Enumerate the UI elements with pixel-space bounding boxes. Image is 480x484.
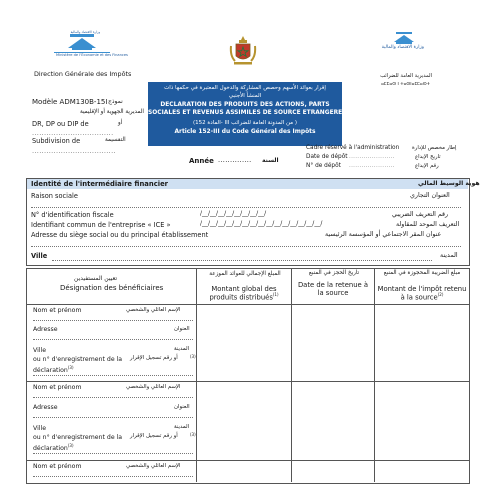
table-col-divider-3 [374, 268, 375, 482]
left-logo-caption: Ministère de l'Économie et des Finances [56, 53, 128, 57]
row2-declaration-label [33, 444, 74, 452]
row2-name-label: Nom et prénom [33, 384, 82, 391]
address-label-arabic: عنوان المقر الاجتماعي أو المؤسسة الرئيسية [325, 231, 442, 238]
banner-title-french-1: DECLARATION DES PRODUITS DES ACTIONS, PARTS [160, 102, 330, 108]
col-tax-header-text: Montant de l'impôt retenu à la source [377, 285, 467, 302]
row2-name-input[interactable] [33, 397, 193, 398]
city-label: Ville [31, 252, 48, 260]
banner-article-french: Article 152-III du Code Général des Impôts [174, 129, 316, 135]
deposit-date-label: Date de dépôt [306, 154, 348, 160]
year-label: Année [189, 157, 214, 165]
left-logo-arabic: وزارة الاقتصاد والمالية [70, 30, 100, 34]
if-label-arabic: رقم التعريف الضريبي [392, 211, 449, 218]
left-org-name: Direction Générale des Impôts [34, 70, 132, 78]
ministry-logo-right [381, 30, 424, 64]
row1-divider [26, 381, 469, 382]
deposit-date-label-arabic: تاريخ الإيداع [415, 154, 441, 160]
row2-declaration-footnote: (3) [67, 443, 74, 448]
subdivision-label-arabic: التقسيمة [105, 137, 126, 143]
right-org-tifinagh: ⴰⵎⵎⴰⵙ ⵏ ⵜⴰⵙⵏⴰⵎⵎⴰⵙⵜ [381, 82, 430, 87]
declaration-title-banner [148, 82, 342, 146]
intermediary-section-title: Identité de l'intermédiaire financier [31, 180, 169, 188]
row2-name-label-arabic: الإسم العائلي والشخصي [126, 384, 181, 390]
royal-emblem-icon [228, 34, 258, 68]
row2-address-input[interactable] [33, 417, 193, 418]
row3-name-label-arabic: الإسم العائلي والشخصي [126, 463, 181, 469]
city-input[interactable] [52, 260, 432, 261]
table-col-divider-1 [196, 268, 197, 482]
row1-registration-footnote: (3) [190, 354, 196, 359]
if-label: N° d'identification fiscale [31, 211, 114, 219]
raison-sociale-input[interactable] [31, 207, 461, 208]
row2-registration-footnote: (3) [190, 432, 196, 437]
row2-divider [26, 460, 469, 461]
row1-registration-input[interactable] [33, 375, 193, 376]
row1-name-input[interactable] [33, 320, 193, 321]
col-amount-header-text: Montant global des produits distribués [209, 285, 277, 302]
deposit-date-dots: ...................... [349, 154, 395, 160]
dr-or-arabic: أو [118, 120, 123, 126]
col-beneficiaries-header: Désignation des bénéficiaires [60, 284, 164, 292]
row1-registration-label-arabic: أو رقم تسجيل الإقرار [130, 355, 178, 361]
raison-sociale-label: Raison sociale [31, 192, 78, 200]
model-label: Modèle ADM130B-15I [32, 98, 108, 106]
col-tax-header-arabic: مبلغ الضريبة المحجوزة في المنبع [383, 270, 461, 276]
deposit-number-label: N° de dépôt [306, 163, 341, 169]
city-label-arabic: المدينة [440, 252, 458, 259]
row1-declaration-footnote: (3) [67, 365, 74, 370]
dr-label: DR, DP ou DIP de [32, 120, 89, 128]
banner-article-arabic: (المادة 152- III من المدونة العامة للضرائب ) [192, 120, 298, 126]
raison-sociale-label-arabic: العنوان التجاري [410, 192, 450, 199]
row1-city-label: Ville [33, 347, 47, 354]
intermediary-section-title-arabic: هوية الوسيط المالي [418, 180, 480, 187]
subdivision-dots: ................................... [32, 147, 116, 155]
row1-registration-label: ou n° d'enregistrement de la [33, 356, 123, 363]
col-date-header: Date de la retenue à la source [297, 281, 369, 298]
col-tax-footnote: (2) [437, 292, 444, 298]
row2-registration-label: ou n° d'enregistrement de la [33, 434, 123, 441]
banner-title-arabic-1: إقرار بعوائد الأسهم وحصص المشاركة والدخول المعتبرة في حكمها ذات [164, 85, 326, 91]
admin-frame-title: Cadre réservé à l'administration [306, 145, 400, 151]
row1-name-label-arabic: الإسم العائلي والشخصي [126, 307, 181, 313]
row2-address-label-arabic: العنوان [174, 404, 190, 410]
if-boxes[interactable]: /__/__/__/__/__/__/__/__/ [200, 210, 267, 217]
banner-title-arabic-2: المنشأ الأجنبي [228, 93, 262, 99]
col-tax-header [377, 285, 467, 302]
col-amount-header-arabic: المبلغ الإجمالي للعوائد الموزعة [209, 271, 281, 277]
table-col-divider-2 [291, 268, 292, 482]
model-label-arabic: نموذج [108, 98, 123, 105]
ice-boxes[interactable]: /__/__/__/__/__/__/__/__/__/__/__/__/__/__/__/ [200, 220, 323, 227]
ice-label: Identifiant commun de l'entreprise « ICE » [31, 221, 171, 229]
row1-address-input[interactable] [33, 339, 193, 340]
row1-address-label: Adresse [33, 326, 58, 333]
row3-name-input[interactable] [33, 476, 193, 477]
row1-name-label: Nom et prénom [33, 307, 82, 314]
table-header-divider [26, 304, 469, 305]
deposit-number-label-arabic: رقم الإيداع [415, 163, 439, 169]
banner-title-french-2: SOCIALES ET REVENUS ASSIMILES DE SOURCE ETRANGERE [148, 110, 343, 116]
row2-address-label: Adresse [33, 404, 58, 411]
dr-label-arabic: المديرية الجهوية أو الإقليمية [80, 109, 144, 115]
row1-city-label-arabic: المدينة [174, 346, 190, 352]
right-logo-arabic: وزارة الاقتصاد والمالية [381, 45, 424, 50]
row1-declaration-label [33, 366, 74, 374]
row2-city-label-arabic: المدينة [174, 424, 190, 430]
dr-dots: .................................. [32, 129, 114, 137]
ice-label-arabic: التعريف الموحد للمقاولة [396, 221, 460, 228]
col-date-header-arabic: تاريخ الحجز في المنبع [308, 270, 360, 276]
row3-name-label: Nom et prénom [33, 463, 82, 470]
row2-city-label: Ville [33, 425, 47, 432]
year-input[interactable]: .............. [218, 156, 252, 164]
admin-frame-title-arabic: إطار مخصص للإدارة [412, 145, 457, 151]
year-label-arabic: السنة [262, 157, 279, 164]
row2-declaration-text: déclaration [33, 445, 68, 453]
right-org-arabic: المديرية العامة للضرائب [380, 73, 432, 79]
row2-registration-input[interactable] [33, 453, 193, 454]
row1-address-label-arabic: العنوان [174, 326, 190, 332]
col-amount-header [199, 285, 289, 302]
col-amount-footnote: (1) [272, 292, 279, 298]
address-label: Adresse du siège social ou du principal établissement [31, 231, 209, 239]
col-beneficiaries-header-arabic: تعيين المستفيدين [74, 275, 118, 282]
address-input[interactable] [31, 246, 461, 247]
row2-registration-label-arabic: أو رقم تسجيل الإقرار [130, 433, 178, 439]
ministry-logo-left [50, 30, 128, 64]
deposit-number-dots: ...................... [349, 163, 395, 169]
subdivision-label: Subdivision de [32, 137, 81, 145]
row1-declaration-text: déclaration [33, 367, 68, 375]
